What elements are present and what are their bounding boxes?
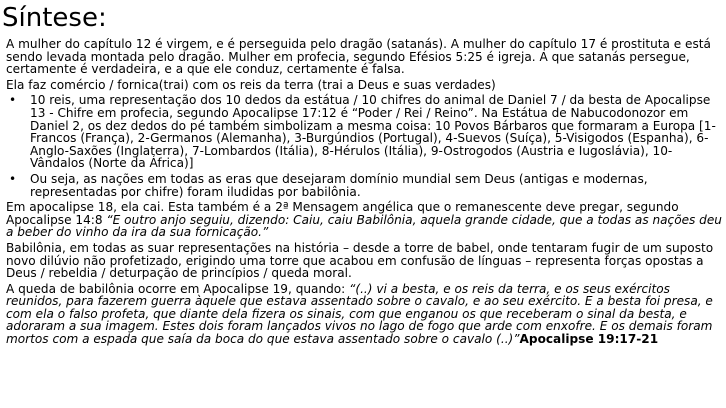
slide-title: Síntese: bbox=[2, 3, 107, 33]
bullet-ten-kings-text: 10 reis, uma representação dos 10 dedos da estátua / 10 chifres do animal de Daniel 7 / da besta de Apocalipse 13 - Chifre em profecia, segundo Apocalipse 17:12 é “Poder / Rei / Reino”. Na Estátua de Nabucodonozor em Daniel 2, os dez dedos do pé também simbolizam a mesma coisa: 10 Povos Bárbaros que formaram a Europa [1-Francos (França), 2-Germanos (Alemanha), 3-Burgúndios (Portugal), 4-Suevos (Suíça), 5-Visigodos (Espanha), 6-Anglo-Saxões (Inglaterra), 7-Lombardos (Itália), 8-Hérulos (Itália), 9-Ostrogodos (Austria e Iugoslávia), 10-Vândalos (Norte da África)] bbox=[30, 93, 716, 171]
bullet-dot-icon: • bbox=[9, 171, 17, 186]
paragraph-babylon-history: Babilônia, em todas as suar representações na história – desde a torre de babel, onde tentaram fugir de um suposto novo dilúvio não profetizado, erigindo uma torre que acabou em confusão de línguas – representa forças opostas a Deus / rebeldia / deturpação de princípios / queda moral. bbox=[6, 240, 714, 281]
paragraph-commerce: Ela faz comércio / fornica(trai) com os reis da terra (trai a Deus e suas verdades) bbox=[6, 77, 496, 92]
paragraph-revelation-19 bbox=[6, 283, 722, 346]
revelation-14-8-quote: “E outro anjo seguiu, dizendo: Caiu, caiu Babilônia, aquela grande cidade, que a todas as nações deu a beber do vinho da ira da sua fornicação.” bbox=[6, 212, 722, 240]
bullet-nations-text: Ou seja, as nações em todas as eras que desejaram domínio mundial sem Deus (antigas e modernas, representadas por chifre) foram iludidas por babilônia. bbox=[30, 171, 648, 199]
bullet-nations bbox=[6, 173, 722, 198]
paragraph-babylon-falls-text: Em apocalipse 18, ela cai. Esta também é a 2ª Mensagem angélica que o remanescente deve pregar, segundo Apocalipse 14:8 bbox=[6, 200, 679, 227]
paragraph-babylon-falls bbox=[6, 201, 722, 239]
slide-body bbox=[6, 38, 722, 349]
paragraph-revelation-19-text: A queda de babilônia ocorre em Apocalipse 19, quando: bbox=[6, 281, 350, 296]
revelation-19-reference: Apocalipse 19:17-21 bbox=[519, 332, 659, 347]
bullet-dot-icon: • bbox=[9, 93, 17, 108]
bullet-ten-kings bbox=[6, 94, 722, 170]
revelation-19-quote: “(..) vi a besta, e os reis da terra, e os seus exércitos reunidos, para fazerem guerra àquele que estava assentado sobre o cavalo, e ao seu exército. E a besta foi presa, e com ela o falso profeta, que diante dela fizera os sinais, com que enganou os que receberam o sinal da besta, e adoraram a sua imagem. Estes dois foram lançados vivos no lago de fogo que arde com enxofre. E os demais foram mortos com a espada que saía da boca do que estava assentado sobre o cavalo (..)” bbox=[6, 281, 713, 347]
paragraph-woman-chapters: A mulher do capítulo 12 é virgem, e é perseguida pelo dragão (satanás). A mulher do capítulo 17 é prostituta e está sendo levada montada pelo dragão. Mulher em profecia, segundo Efésios 5:25 é igreja. A que satanás persegue, certamente é verdadeira, e a que ele conduz, certamente é falsa. bbox=[6, 37, 711, 77]
